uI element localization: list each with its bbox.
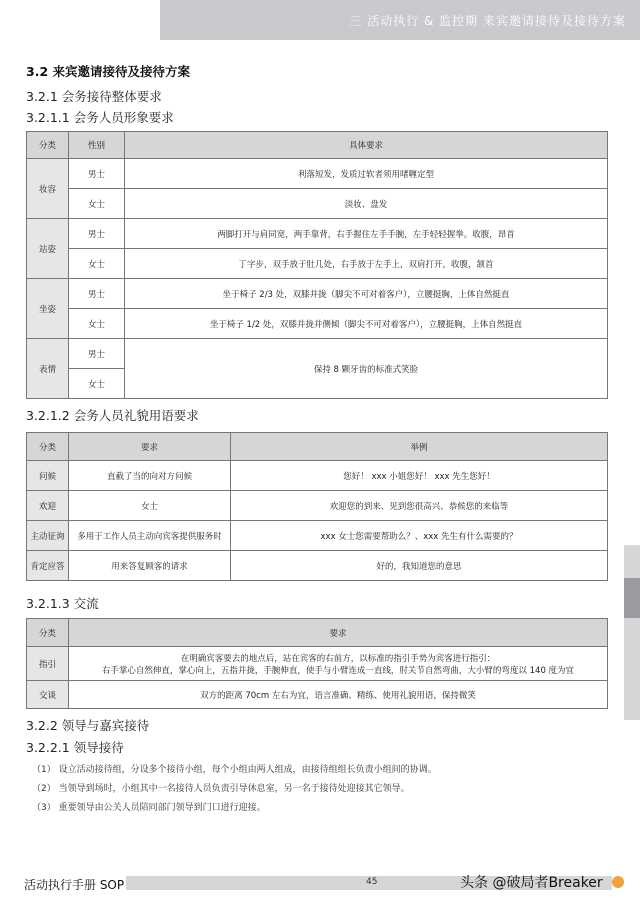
section-heading-3-2-1-2: 3.2.1.2 会务人员礼貌用语要求 xyxy=(26,408,199,423)
requirement-line: 在明确宾客要去的地点后，站在宾客的右前方，以标准的指引手势为宾客进行指引： xyxy=(180,653,496,664)
table-header-cell: 分类 xyxy=(27,132,69,159)
category-cell: 表情 xyxy=(27,339,69,399)
category-cell: 肯定应答 xyxy=(27,551,69,581)
requirement-cell: 女士 xyxy=(69,491,231,521)
side-thumb-tab-marker xyxy=(624,578,640,618)
requirement-cell: 多用于工作人员主动向宾客提供服务时 xyxy=(69,521,231,551)
requirement-cell: 用来答复顾客的请求 xyxy=(69,551,231,581)
watermark-logo-icon xyxy=(612,876,624,888)
category-cell: 坐姿 xyxy=(27,279,69,339)
requirement-cell: 双方的距离 70cm 左右为宜，语言准确、精练、使用礼貌用语，保持微笑 xyxy=(69,681,608,709)
requirement-cell: 直截了当的向对方问候 xyxy=(69,461,231,491)
section-heading-3-2: 3.2 来宾邀请接待及接待方案 xyxy=(26,64,190,79)
chapter-header-band xyxy=(160,0,640,40)
image-requirements-table xyxy=(26,131,608,399)
example-cell: xxx 女士您需要帮助么？、xxx 先生有什么需要的？ xyxy=(231,521,608,551)
category-cell: 主动征询 xyxy=(27,521,69,551)
gender-cell: 女士 xyxy=(69,189,125,219)
section-heading-3-2-1-3: 3.2.1.3 交流 xyxy=(26,596,99,611)
gender-cell: 女士 xyxy=(69,249,125,279)
requirement-cell: 两脚打开与肩同宽，两手靠背，右手握住左手手腕，左手轻轻握拳。收腹，昂首 xyxy=(125,219,608,249)
side-thumb-tab xyxy=(624,545,640,720)
requirement-cell: 坐于椅子 2/3 处，双膝并拢（脚尖不可对着客户），立腰挺胸，上体自然挺直 xyxy=(125,279,608,309)
requirement-cell: 丁字步，双手放于肚几处，右手放于左手上，双肩打开，收腹，颔首 xyxy=(125,249,608,279)
example-cell: 好的，我知道您的意思 xyxy=(231,551,608,581)
requirement-cell: 利落短发，发质过软者须用啫喱定型 xyxy=(125,159,608,189)
table-header-cell: 具体要求 xyxy=(125,132,608,159)
requirement-cell xyxy=(69,647,608,681)
chapter-title: 三 活动执行 & 监控期 来宾邀请接待及接待方案 xyxy=(349,14,626,28)
watermark-text: 头条 @破局者Breaker xyxy=(460,875,603,891)
gender-cell: 男士 xyxy=(69,339,125,369)
category-cell: 妆容 xyxy=(27,159,69,219)
polite-expressions-table xyxy=(26,432,608,581)
section-heading-3-2-1: 3.2.1 会务接待整体要求 xyxy=(26,89,162,104)
requirement-line: 右手掌心自然伸直，掌心向上，五指并拢，手腕伸直，使手与小臂连成一直线，肘关节自然弯曲，大小臂的弯度以 140 度为宜 xyxy=(101,665,575,676)
gender-cell: 女士 xyxy=(69,309,125,339)
category-cell: 指引 xyxy=(27,647,69,681)
table-header-cell: 分类 xyxy=(27,433,69,461)
requirement-cell: 坐于椅子 1/2 处，双膝并拢并侧倾（脚尖不可对着客户），立腰挺胸，上体自然挺直 xyxy=(125,309,608,339)
category-cell: 欢迎 xyxy=(27,491,69,521)
table-header-cell: 分类 xyxy=(27,619,69,647)
requirement-cell: 保持 8 颗牙齿的标准式笑脸 xyxy=(125,339,608,399)
category-cell: 问候 xyxy=(27,461,69,491)
communication-table xyxy=(26,618,608,709)
table-header-cell: 要求 xyxy=(69,433,231,461)
requirement-cell: 淡妆、盘发 xyxy=(125,189,608,219)
example-cell: 欢迎您的到来、见到您很高兴、恭候您的来临等 xyxy=(231,491,608,521)
section-heading-3-2-2-1: 3.2.2.1 领导接待 xyxy=(26,740,124,755)
table-header-cell: 举例 xyxy=(231,433,608,461)
gender-cell: 男士 xyxy=(69,279,125,309)
table-header-cell: 性别 xyxy=(69,132,125,159)
gender-cell: 男士 xyxy=(69,159,125,189)
leader-paragraph-2: （2） 当领导到场时，小组其中一名接待人员负责引导休息室，另一名于接待处迎接其它领导。 xyxy=(32,784,410,794)
leader-paragraph-3: （3） 重要领导由公关人员陪同部门领导到门口进行迎接。 xyxy=(32,803,266,813)
table-header-cell: 要求 xyxy=(69,619,608,647)
gender-cell: 男士 xyxy=(69,219,125,249)
gender-cell: 女士 xyxy=(69,369,125,399)
leader-paragraph-1: （1） 设立活动接待组，分设多个接待小组，每个小组由两人组成，由接待组组长负责小组间的协调。 xyxy=(32,765,437,775)
category-cell: 站姿 xyxy=(27,219,69,279)
page-number: 45 xyxy=(366,877,378,887)
section-heading-3-2-1-1: 3.2.1.1 会务人员形象要求 xyxy=(26,110,174,125)
footer-manual-label: 活动执行手册 SOP xyxy=(24,878,125,892)
example-cell: 您好！ xxx 小姐您好！ xxx 先生您好！ xyxy=(231,461,608,491)
section-heading-3-2-2: 3.2.2 领导与嘉宾接待 xyxy=(26,718,150,733)
category-cell: 交谈 xyxy=(27,681,69,709)
